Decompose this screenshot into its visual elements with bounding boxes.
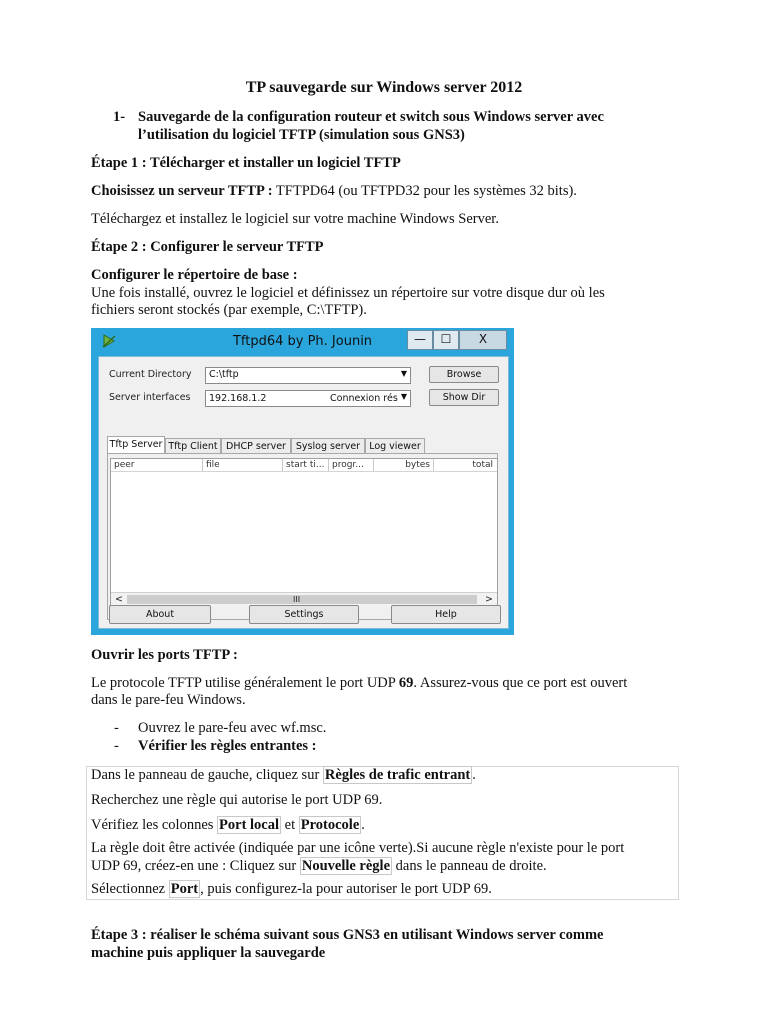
step1-download: Téléchargez et installez le logiciel sur votre machine Windows Server. xyxy=(91,211,499,227)
server-interfaces-select[interactable] xyxy=(205,390,411,407)
window-title: Tftpd64 by Ph. Jounin xyxy=(232,334,373,349)
help-button[interactable]: Help xyxy=(391,605,501,624)
instr-l5-bold: Port xyxy=(170,881,199,897)
instr-l1-bold: Règles de trafic entrant xyxy=(324,767,471,783)
transfers-table xyxy=(110,458,498,607)
ports-line2: dans le pare-feu Windows. xyxy=(91,692,246,708)
step2-line1: Une fois installé, ouvrez le logiciel et définissez un répertoire sur votre disque dur où les xyxy=(91,285,605,301)
bullet1: Ouvrez le pare-feu avec wf.msc. xyxy=(138,720,327,736)
step3-line2: machine puis appliquer la sauvegarde xyxy=(91,945,326,961)
close-button[interactable]: X xyxy=(459,330,507,350)
page-title: TP sauvegarde sur Windows server 2012 xyxy=(245,79,523,96)
current-directory-label: Current Directory xyxy=(109,369,192,380)
instr-l4b-post: dans le panneau de droite. xyxy=(392,858,547,874)
instr-line4a: La règle doit être activée (indiquée par une icône verte).Si aucune règle n'existe pour le port xyxy=(91,840,625,856)
section1-line1: Sauvegarde de la configuration routeur et switch sous Windows server avec xyxy=(138,109,604,125)
step2-subheading: Configurer le répertoire de base : xyxy=(91,267,298,283)
column-peer[interactable]: peer xyxy=(111,459,203,471)
ports-line1-post: . Assurez-vous que ce port est ouvert xyxy=(413,675,628,691)
instr-l4b-pre: UDP 69, créez-en une : Cliquez sur xyxy=(91,858,300,874)
tab-tftp-client[interactable]: Tftp Client xyxy=(165,438,221,454)
step1-choose-rest: TFTPD64 (ou TFTPD32 pour les systèmes 32 bits). xyxy=(272,183,577,199)
instr-l4b-bold: Nouvelle règle xyxy=(301,858,391,874)
column-bytes[interactable]: bytes xyxy=(374,459,434,471)
step3-line1: Étape 3 : réaliser le schéma suivant sous GNS3 en utilisant Windows server comme xyxy=(91,927,604,943)
step1-choose-bold: Choisissez un serveur TFTP : xyxy=(91,183,273,199)
tftpd-window xyxy=(91,328,514,635)
instr-l3-mid: et xyxy=(281,817,299,833)
instr-line2: Recherchez une règle qui autorise le port UDP 69. xyxy=(91,792,383,808)
instr-line4b xyxy=(91,858,547,875)
step2-heading: Étape 2 : Configurer le serveur TFTP xyxy=(91,239,324,255)
scroll-left-icon[interactable]: < xyxy=(115,594,123,605)
tab-log-viewer[interactable]: Log viewer xyxy=(365,438,425,454)
chevron-down-icon: ▼ xyxy=(400,369,407,378)
instr-l5-pre: Sélectionnez xyxy=(91,881,169,897)
column-file[interactable]: file xyxy=(203,459,283,471)
column-progress[interactable]: progr... xyxy=(329,459,374,471)
bullet-dash: - xyxy=(114,738,119,754)
server-interfaces-extra: Connexion rés xyxy=(330,393,398,404)
minimize-button[interactable]: — xyxy=(407,330,433,350)
bullet2: Vérifier les règles entrantes : xyxy=(138,738,317,754)
instr-l5-post: , puis configurez-la pour autoriser le port UDP 69. xyxy=(200,881,492,897)
chevron-down-icon: ▼ xyxy=(400,392,407,401)
ports-line1-port: 69 xyxy=(398,675,414,691)
server-interfaces-value: 192.168.1.2 xyxy=(209,393,267,404)
ports-line1 xyxy=(91,675,627,692)
instr-l3-b1: Port local xyxy=(219,817,280,833)
instr-l3-post: . xyxy=(361,817,365,833)
instr-line5 xyxy=(91,881,492,898)
scrollbar-grip: III xyxy=(293,595,301,604)
current-directory-select[interactable] xyxy=(205,367,411,384)
instr-line3 xyxy=(91,817,365,834)
instr-line1 xyxy=(91,767,476,784)
section-number: 1- xyxy=(113,109,126,125)
server-interfaces-label: Server interfaces xyxy=(109,392,191,403)
tab-dhcp-server[interactable]: DHCP server xyxy=(221,438,291,454)
show-dir-button[interactable]: Show Dir xyxy=(429,389,499,406)
ports-line1-pre: Le protocole TFTP utilise généralement le port UDP xyxy=(91,675,399,691)
section1-line2: l’utilisation du logiciel TFTP (simulation sous GNS3) xyxy=(138,127,465,143)
tab-syslog-server[interactable]: Syslog server xyxy=(291,438,365,454)
instr-l3-pre: Vérifiez les colonnes xyxy=(91,817,218,833)
tab-tftp-server[interactable]: Tftp Server xyxy=(107,436,165,454)
scroll-right-icon[interactable]: > xyxy=(485,594,493,605)
window-body xyxy=(98,356,509,629)
ports-heading: Ouvrir les ports TFTP : xyxy=(91,647,238,663)
browse-button[interactable]: Browse xyxy=(429,366,499,383)
instr-l1-post: . xyxy=(472,767,476,783)
settings-button[interactable]: Settings xyxy=(249,605,359,624)
instr-l1-pre: Dans le panneau de gauche, cliquez sur xyxy=(91,767,323,783)
scrollbar-thumb[interactable] xyxy=(127,595,477,604)
header-divider xyxy=(111,471,497,472)
column-start-time[interactable]: start ti... xyxy=(283,459,329,471)
column-total[interactable]: total xyxy=(472,460,493,470)
step2-line2: fichiers seront stockés (par exemple, C:\TFTP). xyxy=(91,302,367,318)
about-button[interactable]: About xyxy=(109,605,211,624)
current-directory-value: C:\tftp xyxy=(209,369,239,380)
bullet-dash: - xyxy=(114,720,119,736)
restore-button[interactable]: ☐ xyxy=(433,330,459,350)
step1-choose xyxy=(91,183,577,200)
step1-heading: Étape 1 : Télécharger et installer un logiciel TFTP xyxy=(91,155,401,171)
instr-l3-b2: Protocole xyxy=(300,817,360,833)
